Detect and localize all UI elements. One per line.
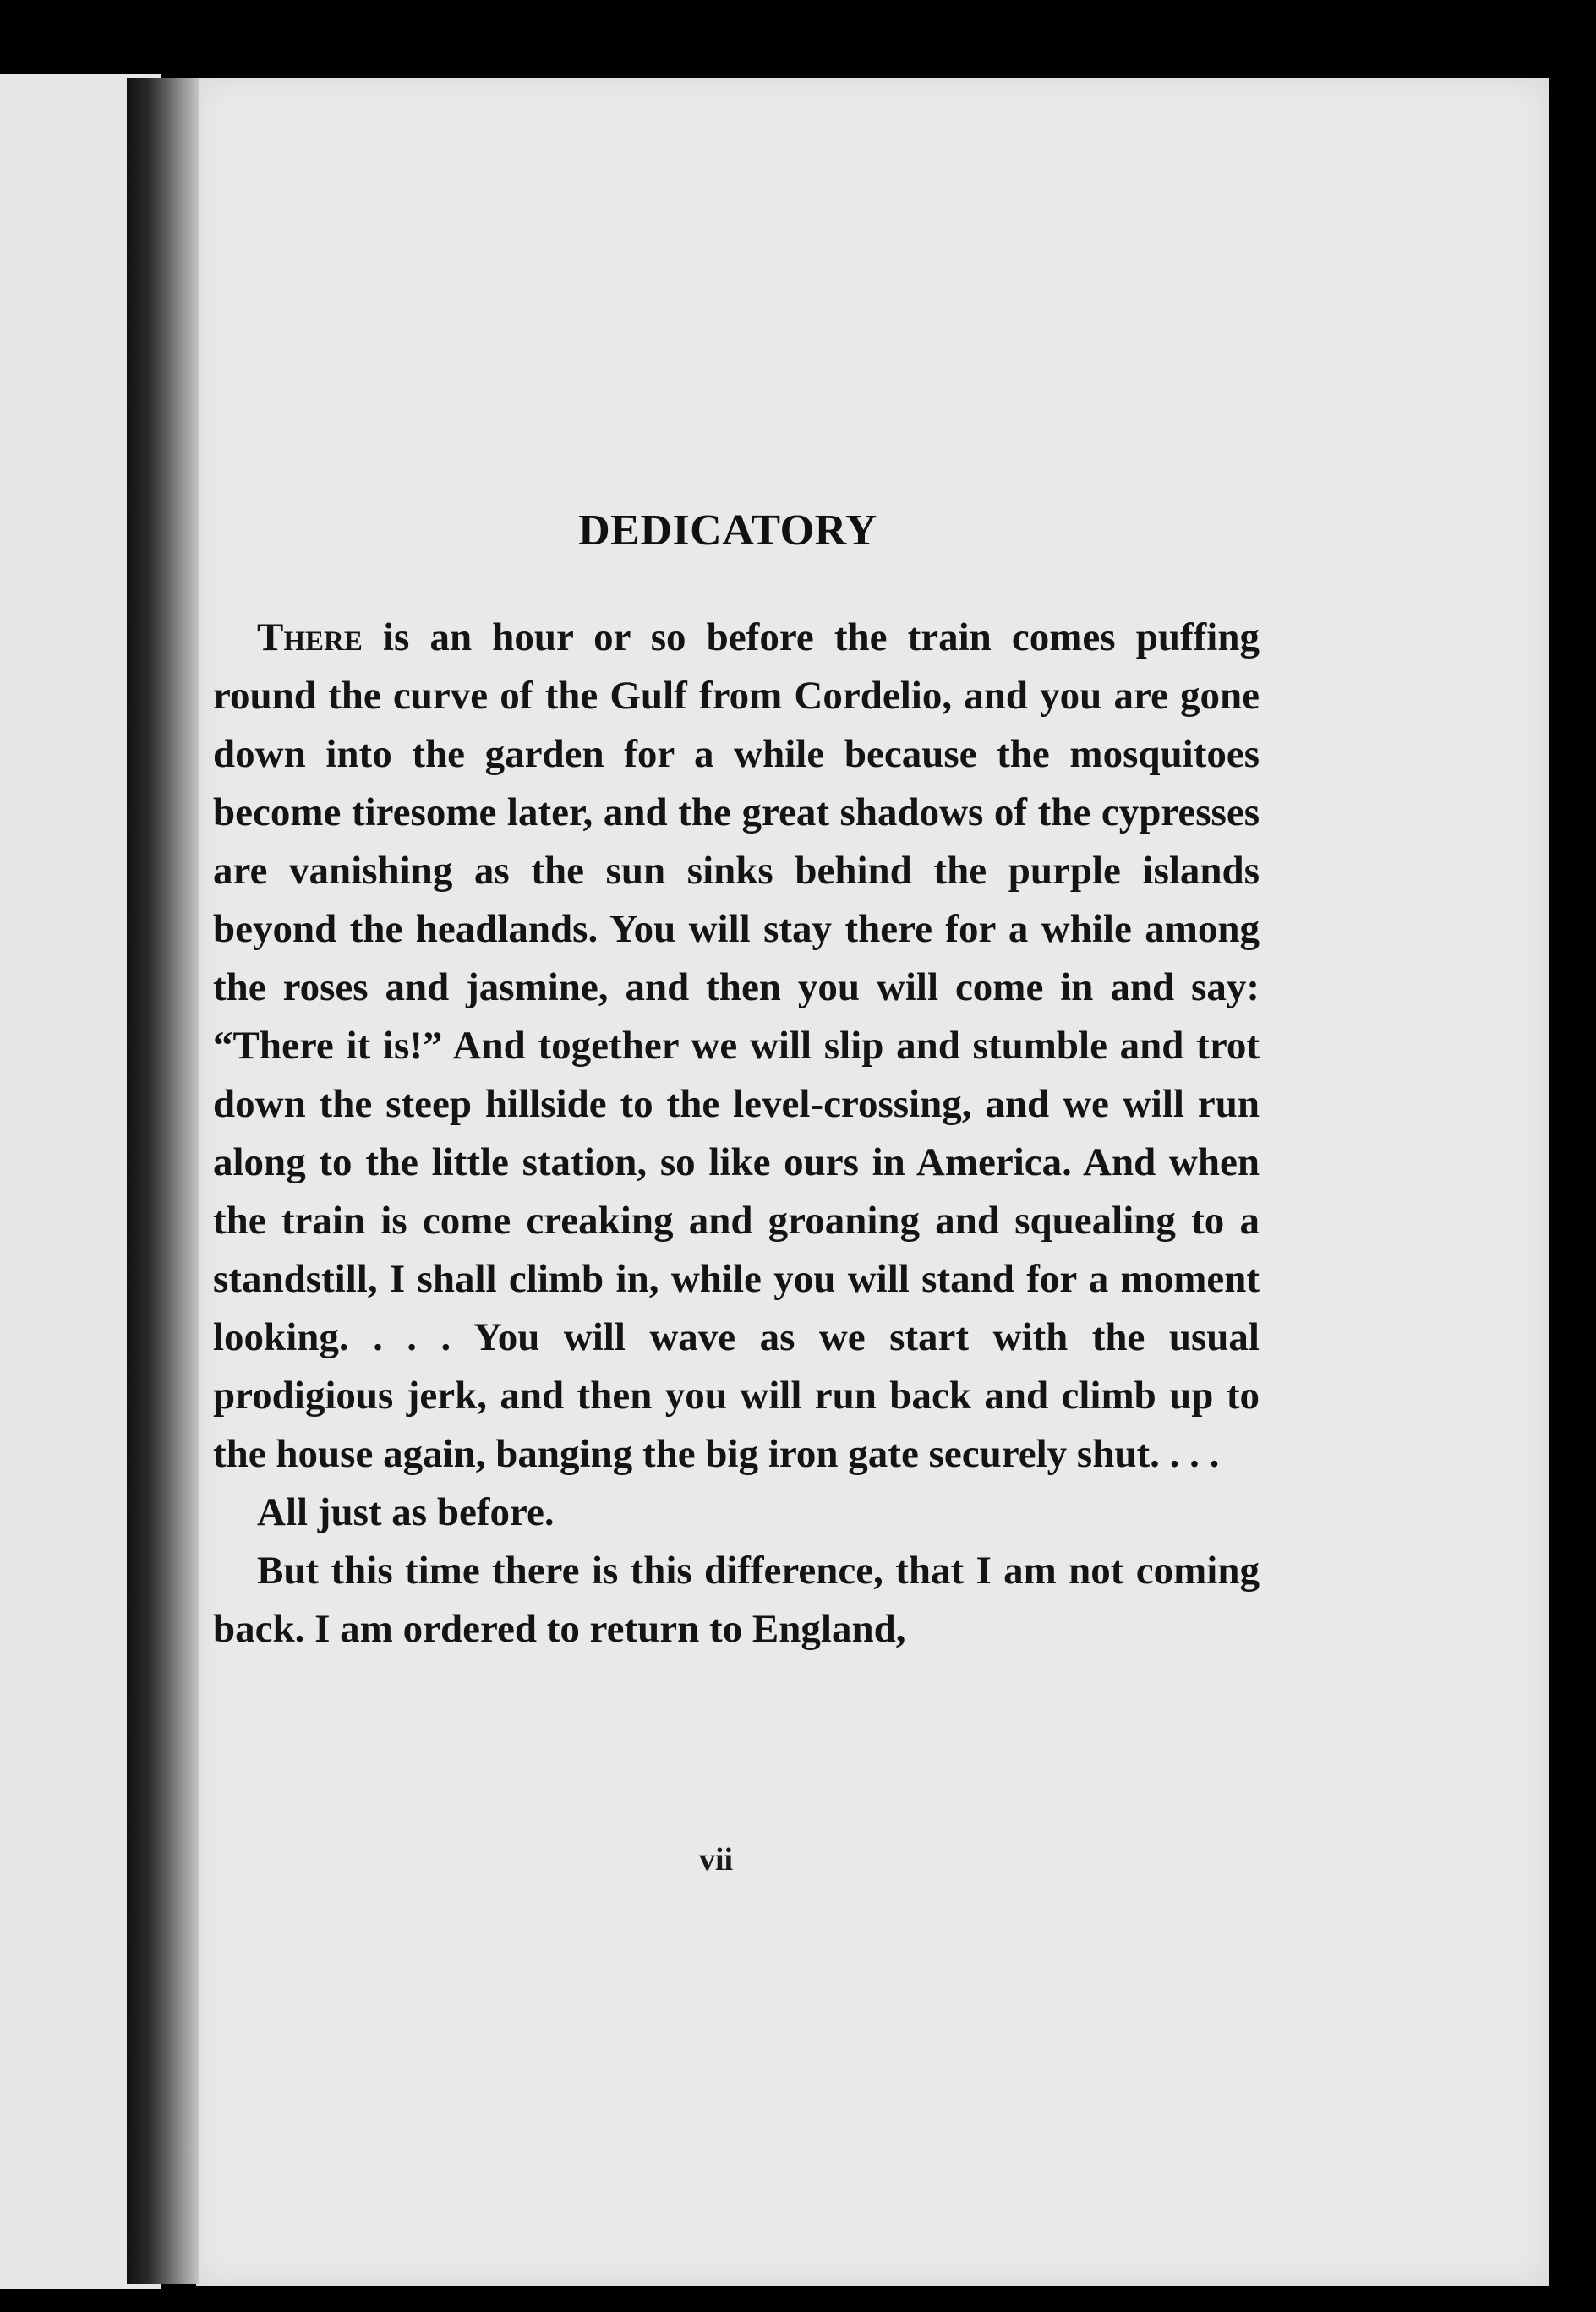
- scan-speck: [1202, 51, 1212, 61]
- dedication-body: [213, 609, 1260, 1659]
- paragraph-text: is an hour or so before the train comes puffing round the curve of the Gulf from Cordelio, and you are gone down into the garden for a while because the mosquitoes become tiresome later, and the great shadows of the cypresses are vanishing as the sun sinks behind the purple islands beyond the headlands. You will stay there for a while among the roses and jasmine, and then you will come in and say: “There it is!” And together we will slip and stumble and trot down the steep hillside to the level-crossing, and we will run along to the little station, so like ours in America. And when the train is come creaking and groaning and squealing to a standstill, I shall climb in, while you will stand for a moment looking. . . . You will wave as we start with the usual prodigious jerk, and then you will run back and climb up to the house again, banging the big iron gate securely shut. . . .: [213, 615, 1260, 1476]
- page-heading: DEDICATORY: [578, 506, 877, 555]
- lead-word: There: [257, 615, 363, 659]
- scan-border-right: [1549, 78, 1596, 2286]
- page-number: vii: [698, 1842, 734, 1877]
- paragraph-1: [213, 609, 1260, 1484]
- binding-gutter: [127, 78, 199, 2284]
- paragraph-2: All just as before.: [257, 1490, 555, 1534]
- scan-speck: [1241, 10, 1248, 19]
- paragraph-3: But this time there is this difference, that I am not coming back. I am ordered to return to England,: [213, 1549, 1260, 1651]
